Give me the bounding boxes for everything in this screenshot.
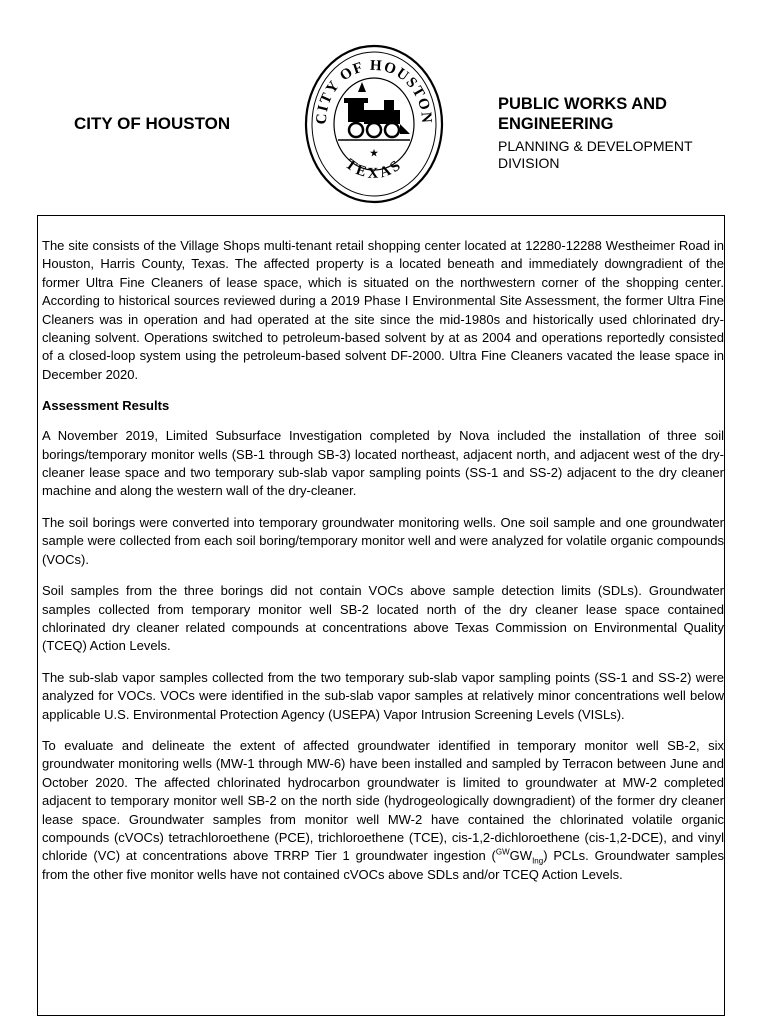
department-block bbox=[498, 94, 738, 172]
groundwater-text-b: ) PCLs. Groundwater samples from the other five monitor wells have not contained cVOCs above SDLs and/or TCEQ Action Levels. bbox=[42, 848, 724, 882]
seal-ring-text-top: CITY OF HOUSTON bbox=[313, 57, 435, 125]
paragraph-soil-borings: The soil borings were converted into temporary groundwater monitoring wells. One soil sample and one groundwater sample were collected from each soil boring/temporary monitor well and were analyzed for volatile organic compounds (VOCs). bbox=[42, 514, 724, 567]
pcl-main: GW bbox=[509, 848, 533, 864]
division-name: PLANNING & DEVELOPMENT DIVISION bbox=[498, 138, 693, 171]
department-title: PUBLIC WORKS AND ENGINEERING bbox=[498, 95, 667, 133]
section-heading: Assessment Results bbox=[42, 398, 170, 414]
seal-ring-text-bottom: TEXAS bbox=[342, 156, 406, 182]
city-seal-icon bbox=[304, 44, 444, 206]
document-body bbox=[42, 237, 724, 897]
paragraph-investigation: A November 2019, Limited Subsurface Investigation completed by Nova included the installation of three soil borings/temporary monitor wells (SB-1 through SB-3) located northeast, adjacent north, and adjacent west of the dry-cleaner lease space and two temporary sub-slab vapor sampling points (SS-1 and SS-2) adjacent to the dry cleaner machine and along the western wall of the dry-cleaner. bbox=[42, 428, 724, 499]
paragraph-soil-samples: Soil samples from the three borings did not contain VOCs above sample detection limits (SDLs). Groundwater samples collected from temporary monitor well SB-2 located north of the dry cleaner lease space contained chlorinated dry cleaner related compounds at concentrations above Texas Commission on Environmental Quality (TCEQ) Action Levels. bbox=[42, 583, 724, 654]
pcl-subscript: Ing bbox=[532, 856, 544, 866]
groundwater-text-a: To evaluate and delineate the extent of affected groundwater identified in temporary monitor well SB-2, six groundwater monitoring wells (MW-1 through MW-6) have been installed and sampled by Terracon between June and October 2020. The affected chlorinated hydrocarbon groundwater is limited to groundwater at MW-2 completed adjacent to temporary monitor well SB-2 on the north side (hydrogeologically downgradient) of the former dry cleaner lease space. Groundwater samples from monitor well MW-2 have contained the chlorinated volatile organic compounds (cVOCs) tetrachloroethene (PCE), trichloroethene (TCE), cis-1,2-dichloroethene (cis-1,2-DCE), and vinyl chloride (VC) at concentrations above TRRP Tier 1 groundwater ingestion ( bbox=[42, 737, 724, 864]
city-name: CITY OF HOUSTON bbox=[74, 114, 231, 133]
paragraph-vapor-samples: The sub-slab vapor samples collected from the two temporary sub-slab vapor sampling points (SS-1 and SS-2) were analyzed for VOCs. VOCs were identified in the sub-slab vapor samples at relatively minor concentrations well below applicable U.S. Environmental Protection Agency (USEPA) Vapor Intrusion Screening Levels (VISLs). bbox=[42, 669, 724, 722]
svg-text:★: ★ bbox=[369, 148, 379, 158]
intro-paragraph: The site consists of the Village Shops multi-tenant retail shopping center located at 12280-12288 Westheimer Road in Houston, Harris County, Texas. The affected property is a located beneath and immediately downgradient of the former Ultra Fine Cleaners of lease space, which is situated on the northwestern corner of the shopping center. According to historical sources reviewed during a 2019 Phase I Environmental Site Assessment, the former Ultra Fine Cleaners was in operation and had operated at the site since the mid-1980s and historically used chlorinated dry-cleaning solvent. Operations switched to petroleum-based solvent by at as 2004 and operations reportedly consisted of a closed-loop system using the petroleum-based solvent DF-2000. Ultra Fine Cleaners vacated the lease space in December 2020. bbox=[42, 238, 724, 382]
paragraph-groundwater bbox=[42, 737, 724, 884]
pcl-superscript: GW bbox=[495, 848, 510, 858]
